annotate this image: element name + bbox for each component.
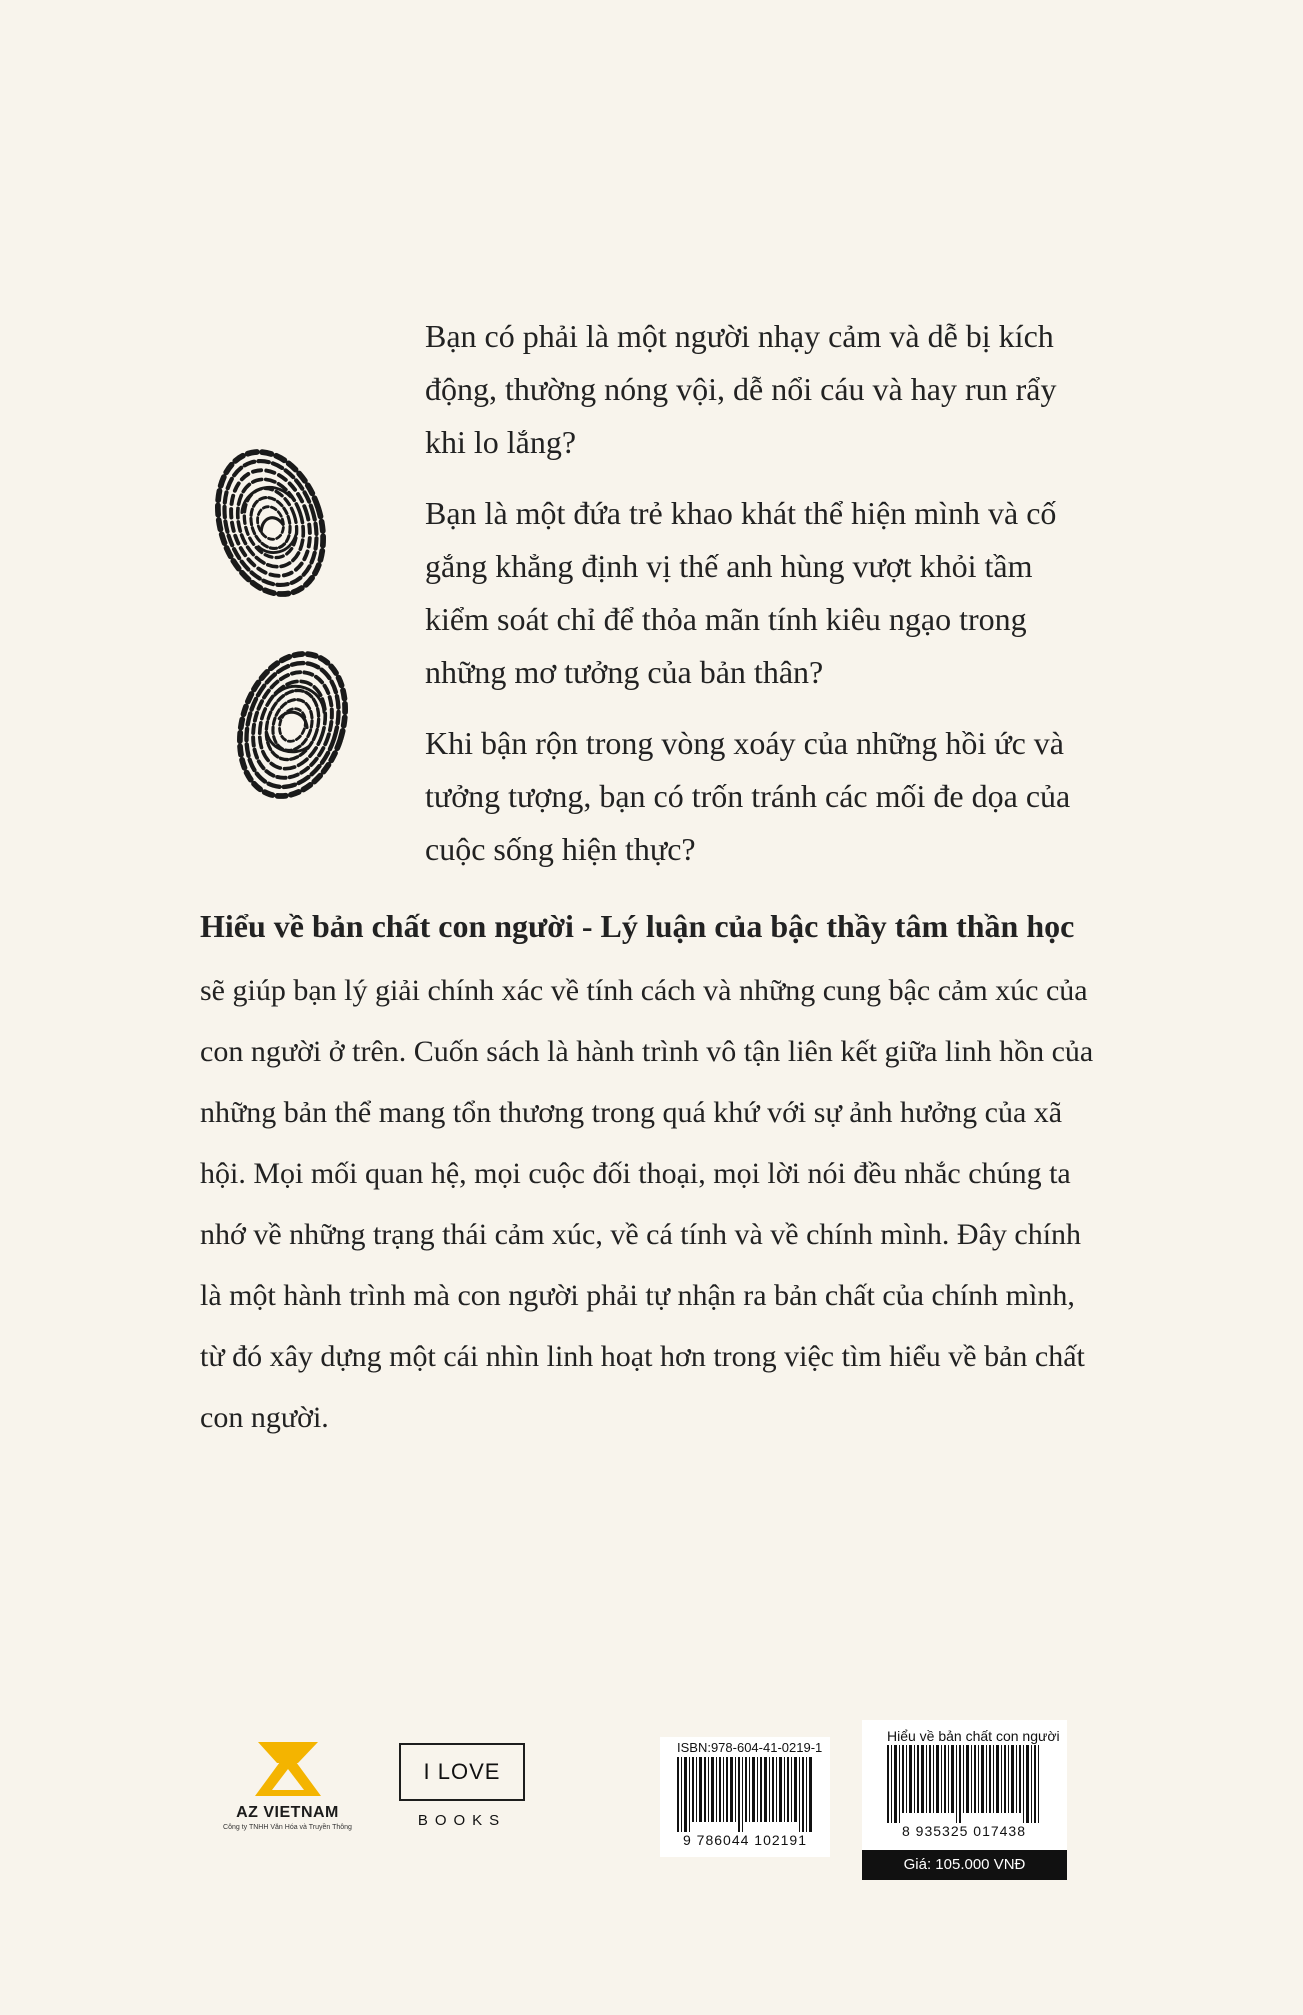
i-love-books-logo	[382, 1743, 542, 1829]
description-body: sẽ giúp bạn lý giải chính xác về tính cách và những cung bậc cảm xúc của con người ở trên. Cuốn sách là hành trình vô tận liên kết giữa linh hồn của những bản thể mang tổn thương trong quá khứ với sự ảnh hưởng của xã hội. Mọi mối quan hệ, mọi cuộc đối thoại, mọi lời nói đều nhắc chúng ta nhớ về những trạng thái cảm xúc, về cá tính và về chính mình. Đây chính là một hành trình mà con người phải tự nhận ra bản chất của chính mình, từ đó xây dựng một cái nhìn linh hoạt hơn trong việc tìm hiểu về bản chất con người.	[200, 974, 1094, 1434]
isbn-barcode-label	[660, 1737, 830, 1857]
price-barcode-label	[862, 1720, 1067, 1880]
isbn-text: ISBN:978-604-41-0219-1	[677, 1740, 823, 1755]
az-triangle-logo	[253, 1740, 323, 1798]
barcode-icon	[677, 1757, 813, 1832]
intro-questions	[425, 310, 1100, 894]
i-love-books-top: I LOVE	[399, 1743, 525, 1801]
fingerprint-group	[200, 430, 380, 790]
price-barcode-number: 8 935325 017438	[902, 1823, 1026, 1839]
book-description	[200, 900, 1100, 1448]
price-label-title: Hiểu về bản chất con người	[887, 1728, 1060, 1744]
intro-paragraph: Bạn có phải là một người nhạy cảm và dễ bị kích động, thường nóng vội, dễ nổi cáu và hay run rẩy khi lo lắng?	[425, 318, 1057, 460]
i-love-books-bottom: BOOKS	[417, 1812, 507, 1829]
book-title-callout: Hiểu về bản chất con người - Lý luận của bậc thầy tâm thần học	[200, 908, 1075, 944]
fingerprint-icon	[185, 423, 356, 623]
isbn-barcode-number: 9 786044 102191	[683, 1832, 807, 1848]
az-vietnam-name: AZ VIETNAM	[236, 1804, 339, 1821]
barcode-icon	[887, 1745, 1040, 1823]
fingerprint-icon	[207, 625, 378, 825]
az-vietnam-company: Công ty TNHH Văn Hóa và Truyền Thông	[223, 1824, 352, 1831]
az-vietnam-logo	[220, 1740, 355, 1832]
intro-paragraph: Bạn là một đứa trẻ khao khát thể hiện mình và cố gắng khẳng định vị thế anh hùng vượt khỏi tầm kiểm soát chỉ để thỏa mãn tính kiêu ngạo trong những mơ tưởng của bản thân?	[425, 495, 1057, 690]
price-tag: Giá: 105.000 VNĐ	[862, 1850, 1067, 1880]
bottom-margin	[0, 1880, 1303, 2015]
intro-paragraph: Khi bận rộn trong vòng xoáy của những hồi ức và tưởng tượng, bạn có trốn tránh các mối đe dọa của cuộc sống hiện thực?	[425, 725, 1071, 867]
publisher-and-barcode-footer	[0, 1700, 1303, 1880]
